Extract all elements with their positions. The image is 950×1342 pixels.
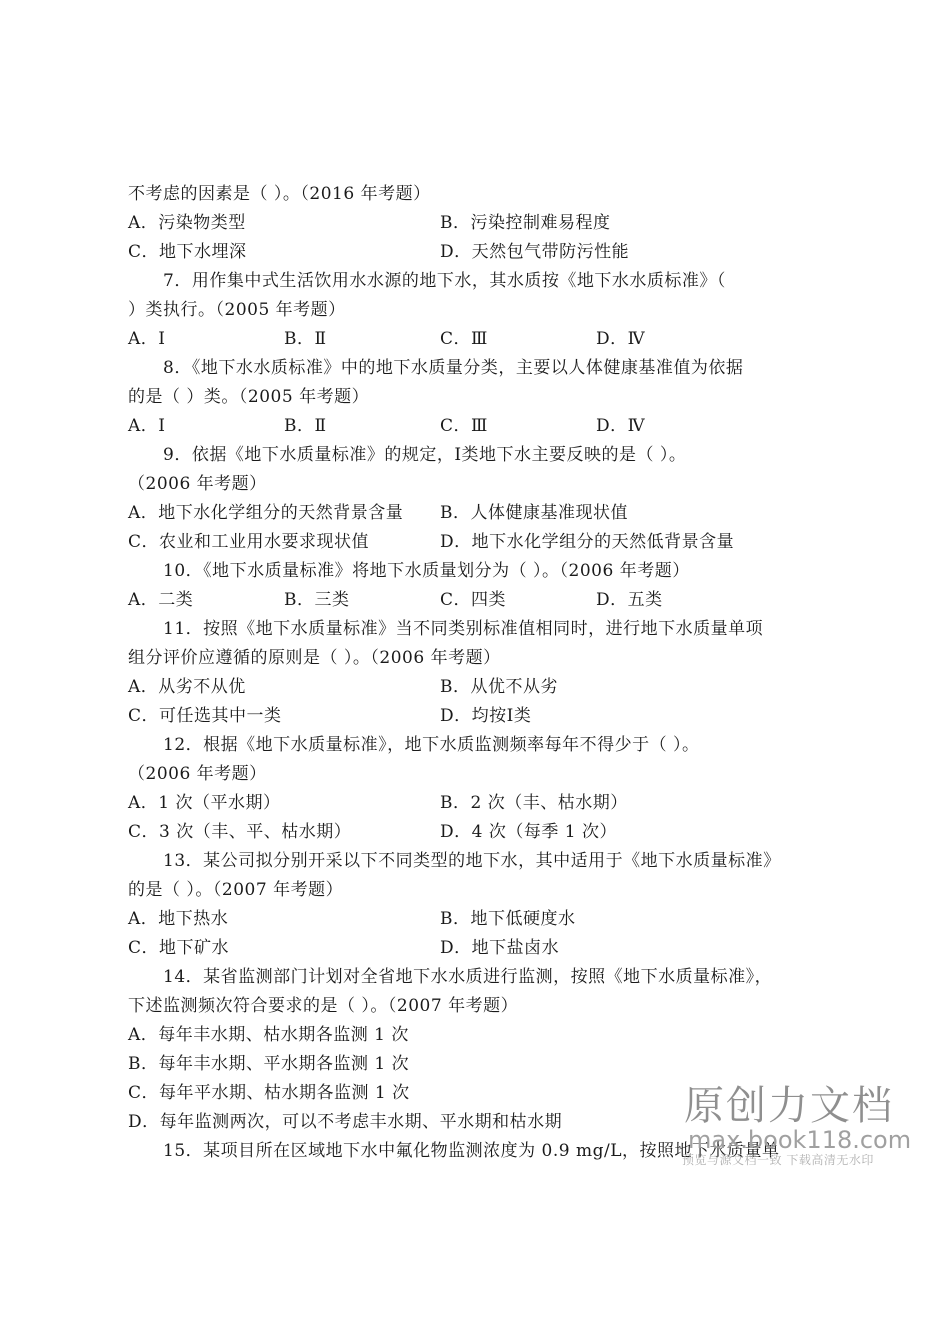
q10-option-c: C．四类 bbox=[440, 590, 507, 610]
q14-option-a: A．每年丰水期、枯水期各监测 1 次 bbox=[128, 1025, 409, 1045]
q7-option-d: D．Ⅳ bbox=[596, 329, 646, 349]
question-11-stem: 11．按照《地下水质量标准》当不同类别标准值相同时，进行地下水质量单项 bbox=[163, 619, 764, 639]
q12-option-b: B．2 次（丰、枯水期） bbox=[440, 793, 628, 813]
q11-option-c: C．可任选其中一类 bbox=[128, 706, 282, 726]
q9-option-b: B．人体健康基准现状值 bbox=[440, 503, 628, 523]
q11-option-d: D．均按Ⅰ类 bbox=[440, 706, 532, 726]
q12-option-a: A．1 次（平水期） bbox=[128, 793, 281, 813]
q10-option-d: D．五类 bbox=[596, 590, 663, 610]
question-14-stem-cont: 下述监测频次符合要求的是（ ）。（2007 年考题） bbox=[128, 996, 519, 1016]
question-7-stem-cont: ）类执行。（2005 年考题） bbox=[128, 300, 346, 320]
q11-option-a: A．从劣不从优 bbox=[128, 677, 246, 697]
q10-option-a: A．二类 bbox=[128, 590, 194, 610]
q11-option-b: B．从优不从劣 bbox=[440, 677, 558, 697]
q14-option-c: C．每年平水期、枯水期各监测 1 次 bbox=[128, 1083, 410, 1103]
watermark bbox=[680, 1082, 912, 1182]
question-12-stem: 12．根据《地下水质量标准》，地下水质监测频率每年不得少于（ ）。 bbox=[163, 735, 700, 755]
q8-option-c: C．Ⅲ bbox=[440, 416, 488, 436]
q6-option-a: A．污染物类型 bbox=[128, 213, 246, 233]
q13-option-a: A．地下热水 bbox=[128, 909, 229, 929]
watermark-title: 原创力文档 bbox=[684, 1083, 894, 1129]
watermark-tagline: 预览与源文档一致 下载高清无水印 bbox=[682, 1153, 874, 1167]
q12-option-c: C．3 次（丰、平、枯水期） bbox=[128, 822, 352, 842]
q8-option-a: A．Ⅰ bbox=[128, 416, 166, 436]
q13-option-b: B．地下低硬度水 bbox=[440, 909, 576, 929]
q6-option-d: D．天然包气带防污性能 bbox=[440, 242, 630, 262]
question-9-stem-cont: （2006 年考题） bbox=[128, 474, 267, 494]
q9-option-d: D．地下水化学组分的天然低背景含量 bbox=[440, 532, 735, 552]
q10-option-b: B．三类 bbox=[284, 590, 350, 610]
q6-option-c: C．地下水埋深 bbox=[128, 242, 247, 262]
q14-option-b: B．每年丰水期、平水期各监测 1 次 bbox=[128, 1054, 410, 1074]
q7-option-c: C．Ⅲ bbox=[440, 329, 488, 349]
q7-option-b: B．Ⅱ bbox=[284, 329, 327, 349]
question-15-stem: 15．某项目所在区域地下水中氟化物监测浓度为 0.9 mg/L，按照地下水质量单 bbox=[163, 1141, 780, 1161]
question-9-stem: 9．依据《地下水质量标准》的规定，Ⅰ类地下水主要反映的是（ ）。 bbox=[163, 445, 687, 465]
q9-option-a: A．地下水化学组分的天然背景含量 bbox=[128, 503, 404, 523]
q6-option-b: B．污染控制难易程度 bbox=[440, 213, 611, 233]
q13-option-c: C．地下矿水 bbox=[128, 938, 230, 958]
question-13-stem-cont: 的是（ ）。（2007 年考题） bbox=[128, 880, 344, 900]
q7-option-a: A．Ⅰ bbox=[128, 329, 166, 349]
question-11-stem-cont: 组分评价应遵循的原则是（ ）。（2006 年考题） bbox=[128, 648, 501, 668]
question-7-stem: 7．用作集中式生活饮用水水源的地下水，其水质按《地下水水质标准》（ bbox=[163, 271, 726, 291]
question-8-stem: 8．《地下水水质标准》中的地下水质量分类，主要以人体健康基准值为依据 bbox=[163, 358, 744, 378]
q9-option-c: C．农业和工业用水要求现状值 bbox=[128, 532, 370, 552]
watermark-url: max.book118.com bbox=[688, 1126, 912, 1154]
question-13-stem: 13．某公司拟分别开采以下不同类型的地下水，其中适用于《地下水质量标准》 bbox=[163, 851, 781, 871]
q13-option-d: D．地下盐卤水 bbox=[440, 938, 560, 958]
q12-option-d: D．4 次（每季 1 次） bbox=[440, 822, 617, 842]
question-14-stem: 14．某省监测部门计划对全省地下水水质进行监测，按照《地下水质量标准》， bbox=[163, 967, 773, 987]
q8-option-d: D．Ⅳ bbox=[596, 416, 646, 436]
question-10-stem: 10．《地下水质量标准》将地下水质量划分为（ ）。（2006 年考题） bbox=[163, 561, 690, 581]
q8-option-b: B．Ⅱ bbox=[284, 416, 327, 436]
question-6-stem-end: 不考虑的因素是（ ）。（2016 年考题） bbox=[128, 184, 431, 204]
question-12-stem-cont: （2006 年考题） bbox=[128, 764, 267, 784]
q14-option-d: D．每年监测两次，可以不考虑丰水期、平水期和枯水期 bbox=[128, 1112, 563, 1132]
question-8-stem-cont: 的是（ ）类。（2005 年考题） bbox=[128, 387, 370, 407]
